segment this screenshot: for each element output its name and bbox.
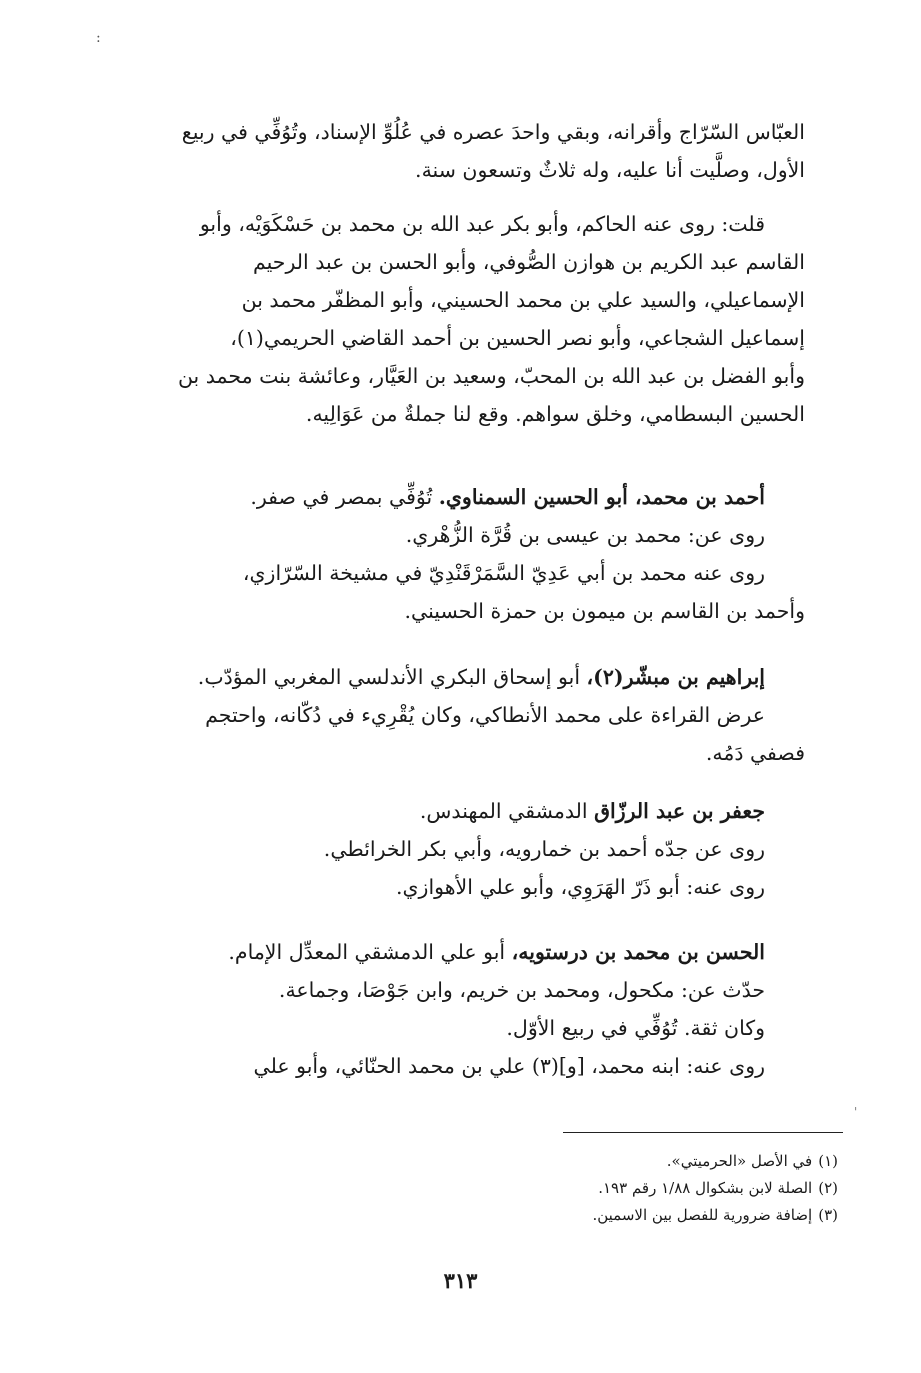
entry-heading bbox=[135, 792, 805, 830]
entry-name: إبراهيم بن مبشّر(٢)، bbox=[586, 665, 765, 689]
text-line: روى عنه: ابنه محمد، [و](٣) علي بن محمد الحنّائي، وأبو علي bbox=[253, 1054, 765, 1078]
footnote-number: (١) bbox=[818, 1152, 838, 1170]
text-line: الأول، وصلَّيت أنا عليه، وله ثلاثٌ وتسعون سنة. bbox=[415, 158, 805, 182]
text-line: روى عنه محمد بن أبي عَدِيّ السَّمَرْقَنْدِيّ في مشيخة السّرّازي، bbox=[242, 561, 765, 585]
text-line: وكان ثقة. تُوُفِّي في ربيع الأوّل. bbox=[506, 1016, 765, 1040]
entry-heading-rest: تُوُفِّي بمصر في صفر. bbox=[250, 485, 439, 509]
continuation-paragraph bbox=[135, 113, 805, 189]
biography-entry bbox=[135, 933, 805, 1085]
text-line: عرض القراءة على محمد الأنطاكي، وكان يُقْرِيء في دُكّانه، واحتجم bbox=[205, 703, 765, 727]
entry-heading bbox=[135, 478, 805, 516]
text-line: القاسم عبد الكريم بن هوازن الصُّوفي، وأبو الحسن بن عبد الرحيم bbox=[252, 250, 805, 274]
entry-heading bbox=[135, 933, 805, 971]
page-number: ٣١٣ bbox=[443, 1268, 478, 1293]
transmitters-paragraph bbox=[135, 205, 805, 433]
entry-heading bbox=[135, 658, 805, 696]
footnote-number: (٢) bbox=[818, 1179, 838, 1197]
text-line: إسماعيل الشجاعي، وأبو نصر الحسين بن أحمد القاضي الحريمي(١)، bbox=[230, 326, 805, 350]
footnote bbox=[380, 1148, 838, 1175]
biography-entry bbox=[135, 792, 805, 906]
text-line: فصفي دَمُه. bbox=[705, 741, 805, 765]
text-line: وأحمد بن القاسم بن ميمون بن حمزة الحسيني. bbox=[404, 599, 805, 623]
text-line: روى عن جدّه أحمد بن خمارويه، وأبي بكر الخرائطي. bbox=[323, 837, 765, 861]
entry-heading-rest: الدمشقي المهندس. bbox=[419, 799, 595, 823]
footnote-text: في الأصل «الحرميتي». bbox=[666, 1152, 813, 1170]
text-line: العبّاس السّرّاج وأقرانه، وبقي واحدَ عصره في عُلُوِّ الإسناد، وتُوُفِّي في ربيع bbox=[181, 120, 805, 144]
footnote-text: إضافة ضرورية للفصل بين الاسمين. bbox=[592, 1206, 813, 1224]
footnote bbox=[380, 1202, 838, 1229]
footnote-text: الصلة لابن بشكوال ١/٨٨ رقم ١٩٣. bbox=[598, 1179, 813, 1197]
text-line: قلت: روى عنه الحاكم، وأبو بكر عبد الله بن محمد بن حَسْكَوَيْه، وأبو bbox=[199, 212, 765, 236]
entry-heading-rest: أبو إسحاق البكري الأندلسي المغربي المؤدّب. bbox=[197, 665, 587, 689]
edge-mark: ' bbox=[854, 1105, 858, 1119]
text-line: حدّث عن: مكحول، ومحمد بن خريم، وابن جَوْصَا، وجماعة. bbox=[278, 978, 765, 1002]
text-line: الحسين البسطامي، وخلق سواهم. وقع لنا جملةٌ من عَوَالِيه. bbox=[305, 402, 805, 426]
entry-name: أحمد بن محمد، أبو الحسين السمناوي. bbox=[438, 485, 765, 509]
entry-name: الحسن بن محمد بن درستويه، bbox=[511, 940, 765, 964]
text-line: روى عن: محمد بن عيسى بن قُرَّة الزُّهْري. bbox=[405, 523, 765, 547]
margin-mark: : bbox=[96, 30, 101, 46]
footnote-number: (٣) bbox=[818, 1206, 838, 1224]
text-line: الإسماعيلي، والسيد علي بن محمد الحسيني، وأبو المظفّر محمد بن bbox=[241, 288, 805, 312]
text-line: وأبو الفضل بن عبد الله بن المحبّ، وسعيد بن العَيَّار، وعائشة بنت محمد بن bbox=[177, 364, 805, 388]
footnotes bbox=[380, 1148, 838, 1229]
text-line: روى عنه: أبو ذَرّ الهَرَوِي، وأبو علي الأهوازي. bbox=[396, 875, 765, 899]
biography-entry bbox=[135, 478, 805, 630]
entry-heading-rest: أبو علي الدمشقي المعدِّل الإمام. bbox=[228, 940, 512, 964]
entry-name: جعفر بن عبد الرزّاق bbox=[594, 799, 765, 823]
footnote-separator bbox=[563, 1132, 843, 1133]
footnote bbox=[380, 1175, 838, 1202]
biography-entry bbox=[135, 658, 805, 772]
